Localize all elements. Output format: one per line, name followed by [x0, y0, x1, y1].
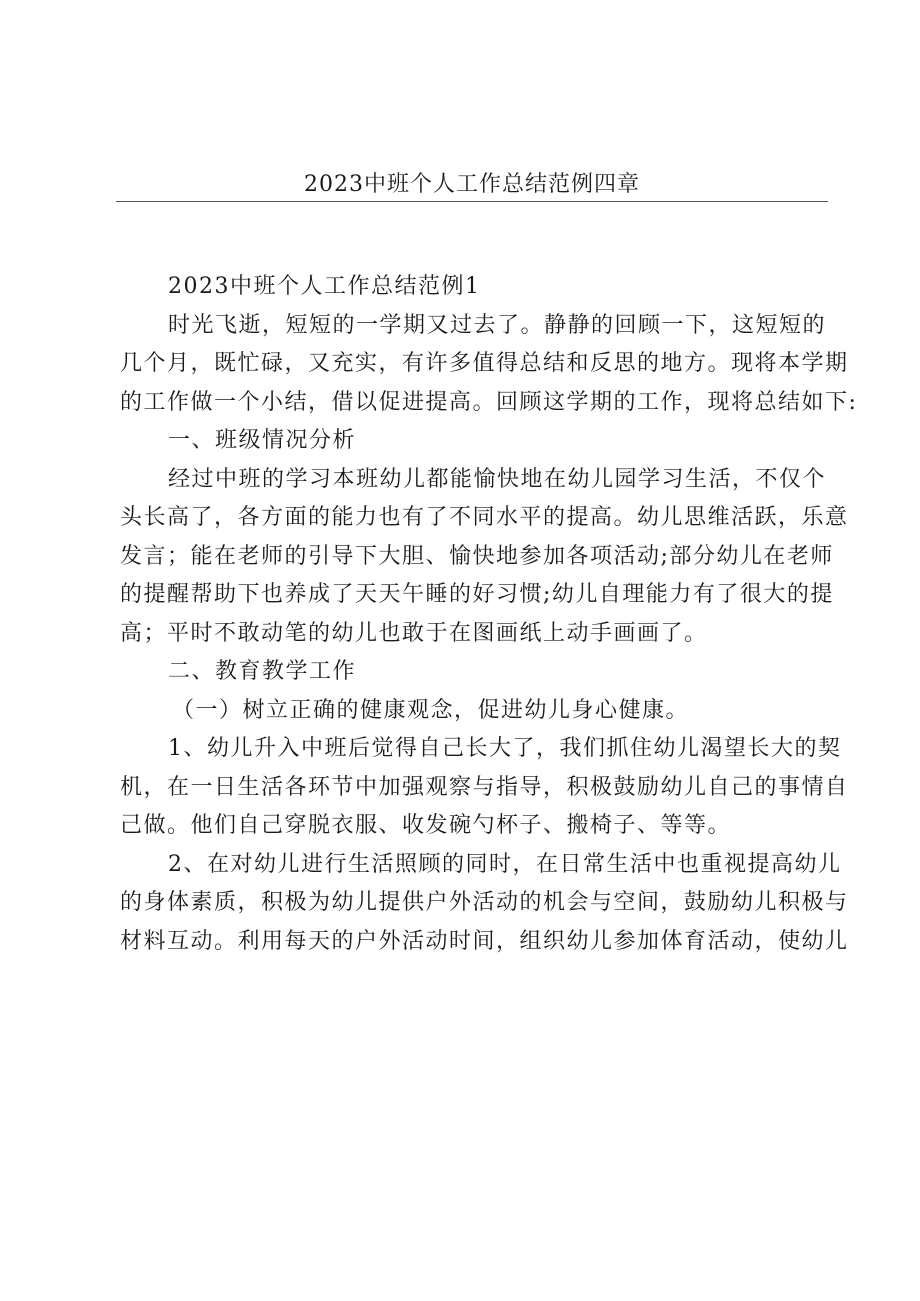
- paragraph-line: 的工作做一个小结，借以促进提高。回顾这学期的工作，现将总结如下:: [120, 389, 858, 415]
- paragraph-line: 2、在对幼儿进行生活照顾的同时，在日常生活中也重视提高幼儿: [168, 851, 842, 877]
- document-body: [120, 268, 858, 961]
- paragraph-line: 发言；能在老师的引导下大胆、愉快地参加各项活动;部分幼儿在老师: [120, 543, 834, 569]
- paragraph-line: 1、幼儿升入中班后觉得自己长大了，我们抓住幼儿渴望长大的契: [168, 736, 842, 761]
- subsection-heading: （一）树立正确的健康观念，促进幼儿身心健康。: [172, 697, 690, 723]
- paragraph-line: 材料互动。利用每天的户外活动时间，组织幼儿参加体育活动，使幼儿: [120, 928, 849, 954]
- section-heading: 一、班级情况分析: [168, 428, 357, 453]
- paragraph-line: 头长高了，各方面的能力也有了不同水平的提高。幼儿思维活跃，乐意: [120, 505, 849, 530]
- section-heading: 2023中班个人工作总结范例1: [168, 274, 481, 299]
- paragraph-line: 几个月，既忙碌，又充实，有许多值得总结和反思的地方。现将本学期: [120, 351, 849, 376]
- title-underline: [116, 201, 828, 202]
- document-title: 2023中班个人工作总结范例四章: [304, 172, 640, 197]
- paragraph-line: 时光飞逝，短短的一学期又过去了。静静的回顾一下，这短短的: [168, 312, 827, 338]
- paragraph-line: 的身体素质，积极为幼儿提供户外活动的机会与空间，鼓励幼儿积极与: [120, 890, 849, 915]
- paragraph-line: 经过中班的学习本班幼儿都能愉快地在幼儿园学习生活，不仅个: [168, 466, 827, 492]
- paragraph-line: 的提醒帮助下也养成了天天午睡的好习惯;幼儿自理能力有了很大的提: [120, 582, 834, 607]
- paragraph-line: 高；平时不敢动笔的幼儿也敢于在图画纸上动手画画了。: [120, 620, 708, 646]
- section-heading: 二、教育教学工作: [168, 659, 357, 684]
- paragraph-line: 机，在一日生活各环节中加强观察与指导，积极鼓励幼儿自己的事情自: [120, 774, 849, 800]
- paragraph-line: 己做。他们自己穿脱衣服、收发碗勺杯子、搬椅子、等等。: [120, 813, 732, 838]
